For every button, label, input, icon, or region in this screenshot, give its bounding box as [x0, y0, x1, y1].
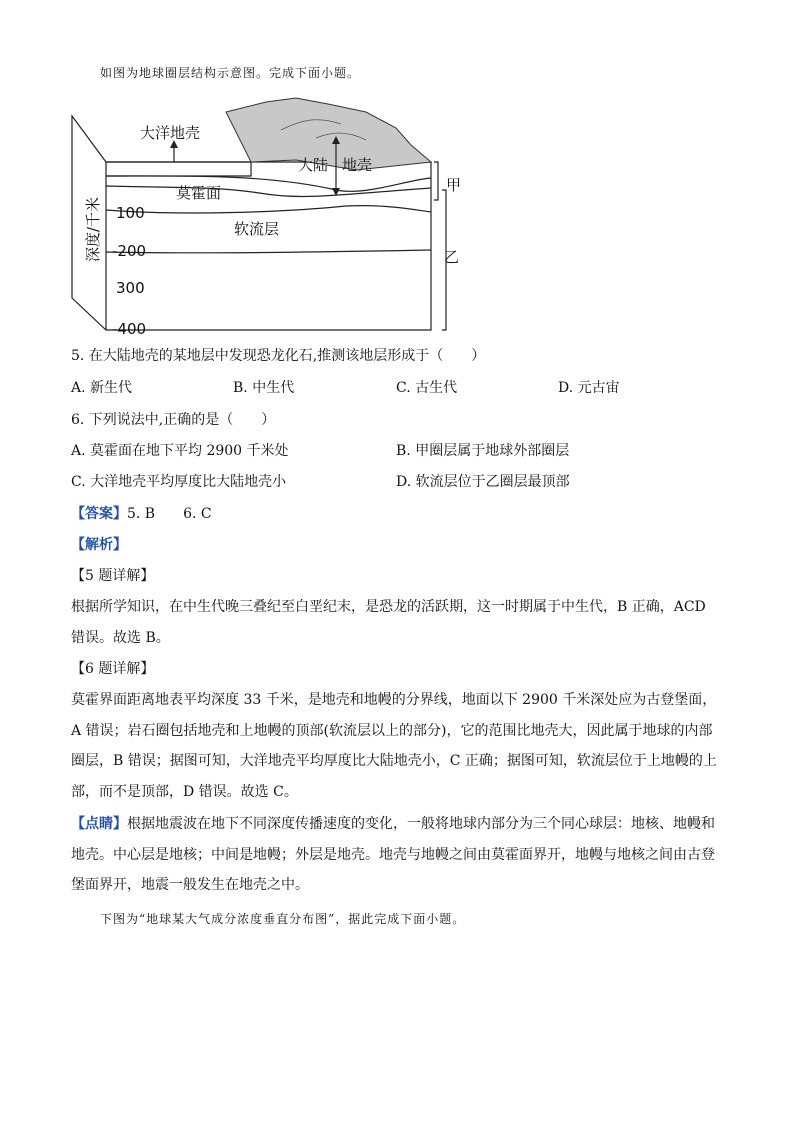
asthenosphere-top-line — [106, 206, 431, 213]
q5-detail-title: 【5 题详解】 — [71, 568, 155, 584]
q6-option-c: C. 大洋地壳平均厚度比大陆地壳小 — [71, 474, 287, 490]
answer-line — [71, 504, 212, 524]
answer-text: 5. B 6. C — [127, 506, 212, 522]
q5-option-d: D. 元古宙 — [558, 380, 620, 396]
intro-text-1: 如图为地球圈层结构示意图。完成下面小题。 — [100, 66, 361, 80]
q5-option-a: A. 新生代 — [71, 380, 133, 396]
tick-200: -200 — [112, 242, 147, 260]
q6-stem: 6. 下列说法中,正确的是（ ） — [71, 412, 276, 428]
tick-100: 100 — [116, 204, 145, 222]
q5-stem: 5. 在大陆地壳的某地层中发现恐龙化石,推测该地层形成于（ ） — [71, 348, 486, 364]
tip-text: 根据地震波在地下不同深度传播速度的变化，一般将地球内部分为三个同心球层：地核、地幔和地壳。中心层是地核；中间是地幔；外层是地壳。地壳与地幔之间由莫霍面界开，地幔与地核之间由古登堡面界开，地震一般发生在地壳之中。 — [71, 816, 715, 893]
label-asthenosphere: 软流层 — [234, 220, 280, 238]
asthenosphere-base-line — [106, 250, 431, 253]
q6-option-d: D. 软流层位于乙圈层最顶部 — [396, 474, 570, 490]
q6-detail-title: 【6 题详解】 — [71, 661, 155, 677]
label-continental-left: 大陆 — [298, 156, 329, 174]
earth-structure-diagram — [66, 90, 486, 340]
answer-tag: 【答案】 — [71, 506, 127, 522]
intro-text-2: 下图为“地球某大气成分浓度垂直分布图”，据此完成下面小题。 — [100, 912, 466, 926]
q5-detail: 根据所学知识，在中生代晚三叠纪至白垩纪末，是恐龙的活跃期，这一时期属于中生代，B 正确，ACD 错误。故选 B。 — [71, 599, 706, 646]
label-moho: 莫霍面 — [176, 184, 222, 202]
q5-option-b: B. 中生代 — [233, 380, 295, 396]
label-jia: 甲 — [446, 176, 462, 194]
analysis-tag: 【解析】 — [71, 537, 127, 553]
crust-line — [106, 176, 431, 191]
q5-option-c: C. 古生代 — [396, 380, 458, 396]
label-continental-right: 地壳 — [342, 156, 373, 174]
tick-300: 300 — [116, 279, 145, 297]
label-oceanic-crust: 大洋地壳 — [140, 124, 201, 142]
label-yi: 乙 — [444, 248, 460, 266]
tip-tag: 【点睛】 — [71, 816, 127, 832]
depth-axis-label: 深度/千米 — [84, 196, 102, 262]
ocean-surface — [106, 162, 251, 176]
tip-paragraph — [71, 809, 721, 901]
bracket-jia — [434, 162, 438, 200]
q6-detail: 莫霍界面距离地表平均深度 33 千米，是地壳和地幔的分界线，地面以下 2900 千米深处应为古登堡面，A 错误；岩石圈包括地壳和上地幔的顶部(软流层以上的部分)，它的范围比地壳大，因此属于地球的内部圈层，B 错误；据图可知，大洋地壳平均厚度比大陆地壳小，C 正确；据图可知，软流层位于上地幔的上部，而不是顶部，D 错误。故选 C。 — [71, 692, 717, 800]
q6-option-b: B. 甲圈层属于地球外部圈层 — [396, 443, 570, 459]
q6-option-a: A. 莫霍面在地下平均 2900 千米处 — [71, 443, 289, 459]
tick-400: -400 — [112, 320, 147, 338]
